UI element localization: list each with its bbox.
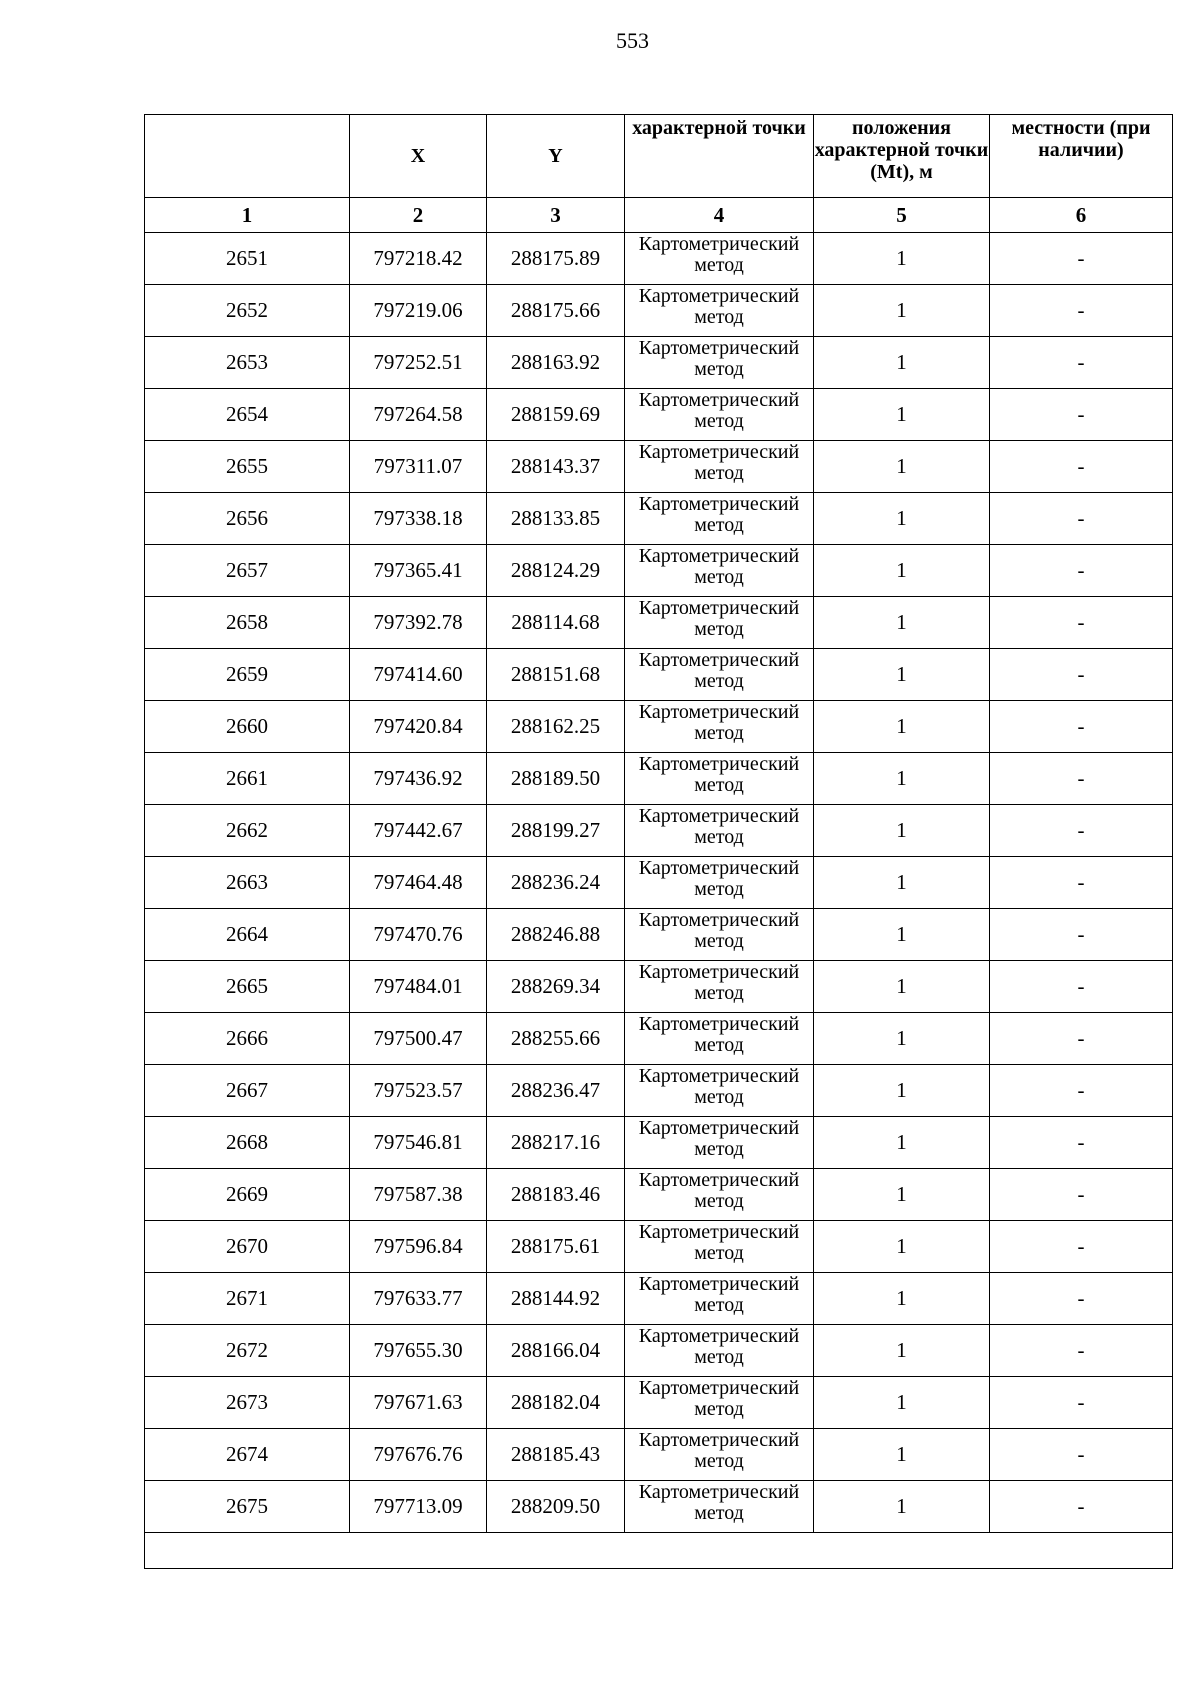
cell-x: 797464.48 xyxy=(350,857,487,909)
cell-x: 797500.47 xyxy=(350,1013,487,1065)
cell-x: 797219.06 xyxy=(350,285,487,337)
cell-y: 288217.16 xyxy=(487,1117,625,1169)
table-row xyxy=(145,1377,1173,1429)
cell-description: - xyxy=(990,285,1173,337)
cell-method: Картометрический метод xyxy=(625,233,814,285)
cell-method: Картометрический метод xyxy=(625,1117,814,1169)
cell-method: Картометрический метод xyxy=(625,1273,814,1325)
cell-description: - xyxy=(990,1013,1173,1065)
cell-y: 288114.68 xyxy=(487,597,625,649)
cell-y: 288133.85 xyxy=(487,493,625,545)
cell-point-number: 2658 xyxy=(145,597,350,649)
cell-y: 288199.27 xyxy=(487,805,625,857)
cell-y: 288175.89 xyxy=(487,233,625,285)
cell-description: - xyxy=(990,389,1173,441)
table-row xyxy=(145,1429,1173,1481)
cell-accuracy: 1 xyxy=(814,1169,990,1221)
table-row xyxy=(145,1065,1173,1117)
cell-point-number: 2674 xyxy=(145,1429,350,1481)
cell-point-number: 2660 xyxy=(145,701,350,753)
cell-description: - xyxy=(990,753,1173,805)
empty-cell xyxy=(145,1533,1173,1569)
cell-point-number: 2667 xyxy=(145,1065,350,1117)
table-row xyxy=(145,961,1173,1013)
cell-accuracy: 1 xyxy=(814,1429,990,1481)
table-row xyxy=(145,285,1173,337)
cell-description: - xyxy=(990,1169,1173,1221)
table-row xyxy=(145,337,1173,389)
table-row xyxy=(145,1325,1173,1377)
cell-point-number: 2662 xyxy=(145,805,350,857)
cell-method: Картометрический метод xyxy=(625,1169,814,1221)
cell-accuracy: 1 xyxy=(814,805,990,857)
cell-y: 288143.37 xyxy=(487,441,625,493)
table-row xyxy=(145,1221,1173,1273)
cell-description: - xyxy=(990,597,1173,649)
cell-y: 288166.04 xyxy=(487,1325,625,1377)
cell-description: - xyxy=(990,961,1173,1013)
cell-y: 288183.46 xyxy=(487,1169,625,1221)
cell-description: - xyxy=(990,1273,1173,1325)
table-row xyxy=(145,597,1173,649)
cell-x: 797218.42 xyxy=(350,233,487,285)
cell-point-number: 2673 xyxy=(145,1377,350,1429)
cell-x: 797436.92 xyxy=(350,753,487,805)
cell-description: - xyxy=(990,649,1173,701)
cell-y: 288175.66 xyxy=(487,285,625,337)
table-row xyxy=(145,1013,1173,1065)
cell-point-number: 2652 xyxy=(145,285,350,337)
cell-accuracy: 1 xyxy=(814,493,990,545)
cell-accuracy: 1 xyxy=(814,649,990,701)
cell-point-number: 2670 xyxy=(145,1221,350,1273)
cell-description: - xyxy=(990,1221,1173,1273)
cell-accuracy: 1 xyxy=(814,337,990,389)
cell-y: 288189.50 xyxy=(487,753,625,805)
table-row xyxy=(145,857,1173,909)
table-header-row xyxy=(145,115,1173,198)
cell-point-number: 2671 xyxy=(145,1273,350,1325)
cell-point-number: 2669 xyxy=(145,1169,350,1221)
cell-accuracy: 1 xyxy=(814,1377,990,1429)
cell-y: 288209.50 xyxy=(487,1481,625,1533)
column-number: 1 xyxy=(145,198,350,233)
cell-description: - xyxy=(990,701,1173,753)
cell-method: Картометрический метод xyxy=(625,545,814,597)
cell-description: - xyxy=(990,441,1173,493)
cell-x: 797470.76 xyxy=(350,909,487,961)
cell-x: 797338.18 xyxy=(350,493,487,545)
cell-x: 797676.76 xyxy=(350,1429,487,1481)
cell-y: 288124.29 xyxy=(487,545,625,597)
cell-method: Картометрический метод xyxy=(625,1377,814,1429)
cell-method: Картометрический метод xyxy=(625,1325,814,1377)
cell-description: - xyxy=(990,545,1173,597)
column-number-row xyxy=(145,198,1173,233)
cell-accuracy: 1 xyxy=(814,597,990,649)
coordinates-table xyxy=(144,114,1173,1569)
cell-accuracy: 1 xyxy=(814,233,990,285)
cell-point-number: 2657 xyxy=(145,545,350,597)
cell-x: 797392.78 xyxy=(350,597,487,649)
cell-point-number: 2656 xyxy=(145,493,350,545)
cell-x: 797523.57 xyxy=(350,1065,487,1117)
table-empty-row xyxy=(145,1533,1173,1569)
cell-point-number: 2663 xyxy=(145,857,350,909)
cell-description: - xyxy=(990,1065,1173,1117)
cell-accuracy: 1 xyxy=(814,961,990,1013)
cell-method: Картометрический метод xyxy=(625,597,814,649)
table-row xyxy=(145,389,1173,441)
cell-x: 797596.84 xyxy=(350,1221,487,1273)
cell-accuracy: 1 xyxy=(814,1117,990,1169)
cell-description: - xyxy=(990,337,1173,389)
cell-method: Картометрический метод xyxy=(625,857,814,909)
cell-x: 797484.01 xyxy=(350,961,487,1013)
cell-y: 288269.34 xyxy=(487,961,625,1013)
cell-method: Картометрический метод xyxy=(625,389,814,441)
cell-y: 288246.88 xyxy=(487,909,625,961)
cell-y: 288185.43 xyxy=(487,1429,625,1481)
table-row xyxy=(145,233,1173,285)
page-number: 553 xyxy=(616,28,649,53)
cell-accuracy: 1 xyxy=(814,857,990,909)
cell-method: Картометрический метод xyxy=(625,961,814,1013)
cell-y: 288255.66 xyxy=(487,1013,625,1065)
cell-method: Картометрический метод xyxy=(625,649,814,701)
cell-method: Картометрический метод xyxy=(625,337,814,389)
cell-method: Картометрический метод xyxy=(625,285,814,337)
cell-method: Картометрический метод xyxy=(625,1065,814,1117)
cell-x: 797365.41 xyxy=(350,545,487,597)
cell-x: 797587.38 xyxy=(350,1169,487,1221)
cell-x: 797546.81 xyxy=(350,1117,487,1169)
cell-accuracy: 1 xyxy=(814,389,990,441)
cell-method: Картометрический метод xyxy=(625,1013,814,1065)
cell-accuracy: 1 xyxy=(814,1065,990,1117)
header-x: X xyxy=(350,115,487,198)
cell-x: 797671.63 xyxy=(350,1377,487,1429)
table-row xyxy=(145,1117,1173,1169)
cell-point-number: 2661 xyxy=(145,753,350,805)
cell-accuracy: 1 xyxy=(814,441,990,493)
table-row xyxy=(145,909,1173,961)
cell-y: 288144.92 xyxy=(487,1273,625,1325)
cell-point-number: 2665 xyxy=(145,961,350,1013)
cell-y: 288163.92 xyxy=(487,337,625,389)
column-number: 4 xyxy=(625,198,814,233)
cell-y: 288236.24 xyxy=(487,857,625,909)
cell-point-number: 2666 xyxy=(145,1013,350,1065)
column-number: 2 xyxy=(350,198,487,233)
table-row xyxy=(145,545,1173,597)
table-row xyxy=(145,1273,1173,1325)
cell-y: 288236.47 xyxy=(487,1065,625,1117)
cell-method: Картометрический метод xyxy=(625,441,814,493)
cell-accuracy: 1 xyxy=(814,1325,990,1377)
cell-accuracy: 1 xyxy=(814,545,990,597)
cell-y: 288151.68 xyxy=(487,649,625,701)
table-row xyxy=(145,805,1173,857)
cell-x: 797264.58 xyxy=(350,389,487,441)
cell-accuracy: 1 xyxy=(814,1481,990,1533)
cell-description: - xyxy=(990,857,1173,909)
header-point-number xyxy=(145,115,350,198)
cell-accuracy: 1 xyxy=(814,1221,990,1273)
cell-x: 797420.84 xyxy=(350,701,487,753)
table-row xyxy=(145,441,1173,493)
header-method: характерной точки xyxy=(625,115,814,198)
cell-point-number: 2668 xyxy=(145,1117,350,1169)
cell-x: 797655.30 xyxy=(350,1325,487,1377)
cell-point-number: 2653 xyxy=(145,337,350,389)
cell-accuracy: 1 xyxy=(814,753,990,805)
cell-accuracy: 1 xyxy=(814,285,990,337)
table-body xyxy=(145,233,1173,1569)
cell-accuracy: 1 xyxy=(814,1013,990,1065)
table-row xyxy=(145,649,1173,701)
cell-x: 797414.60 xyxy=(350,649,487,701)
cell-method: Картометрический метод xyxy=(625,805,814,857)
cell-description: - xyxy=(990,1429,1173,1481)
cell-x: 797252.51 xyxy=(350,337,487,389)
cell-x: 797311.07 xyxy=(350,441,487,493)
column-number: 5 xyxy=(814,198,990,233)
header-accuracy: положения характерной точки (Mt), м xyxy=(814,115,990,198)
header-y: Y xyxy=(487,115,625,198)
cell-method: Картометрический метод xyxy=(625,1429,814,1481)
cell-point-number: 2655 xyxy=(145,441,350,493)
column-number: 3 xyxy=(487,198,625,233)
cell-accuracy: 1 xyxy=(814,1273,990,1325)
cell-method: Картометрический метод xyxy=(625,493,814,545)
cell-method: Картометрический метод xyxy=(625,909,814,961)
cell-description: - xyxy=(990,1117,1173,1169)
cell-method: Картометрический метод xyxy=(625,1481,814,1533)
table-row xyxy=(145,753,1173,805)
cell-accuracy: 1 xyxy=(814,701,990,753)
cell-point-number: 2672 xyxy=(145,1325,350,1377)
table-row xyxy=(145,493,1173,545)
cell-accuracy: 1 xyxy=(814,909,990,961)
cell-description: - xyxy=(990,909,1173,961)
cell-description: - xyxy=(990,1481,1173,1533)
cell-description: - xyxy=(990,233,1173,285)
table-row xyxy=(145,701,1173,753)
cell-point-number: 2659 xyxy=(145,649,350,701)
cell-method: Картометрический метод xyxy=(625,753,814,805)
cell-x: 797713.09 xyxy=(350,1481,487,1533)
cell-description: - xyxy=(990,493,1173,545)
cell-method: Картометрический метод xyxy=(625,1221,814,1273)
cell-y: 288159.69 xyxy=(487,389,625,441)
table-row xyxy=(145,1481,1173,1533)
cell-point-number: 2664 xyxy=(145,909,350,961)
cell-point-number: 2651 xyxy=(145,233,350,285)
column-number: 6 xyxy=(990,198,1173,233)
cell-method: Картометрический метод xyxy=(625,701,814,753)
cell-description: - xyxy=(990,805,1173,857)
cell-x: 797442.67 xyxy=(350,805,487,857)
cell-y: 288182.04 xyxy=(487,1377,625,1429)
header-description: местности (при наличии) xyxy=(990,115,1173,198)
cell-point-number: 2654 xyxy=(145,389,350,441)
table-row xyxy=(145,1169,1173,1221)
cell-y: 288175.61 xyxy=(487,1221,625,1273)
cell-point-number: 2675 xyxy=(145,1481,350,1533)
cell-y: 288162.25 xyxy=(487,701,625,753)
cell-description: - xyxy=(990,1325,1173,1377)
cell-x: 797633.77 xyxy=(350,1273,487,1325)
cell-description: - xyxy=(990,1377,1173,1429)
